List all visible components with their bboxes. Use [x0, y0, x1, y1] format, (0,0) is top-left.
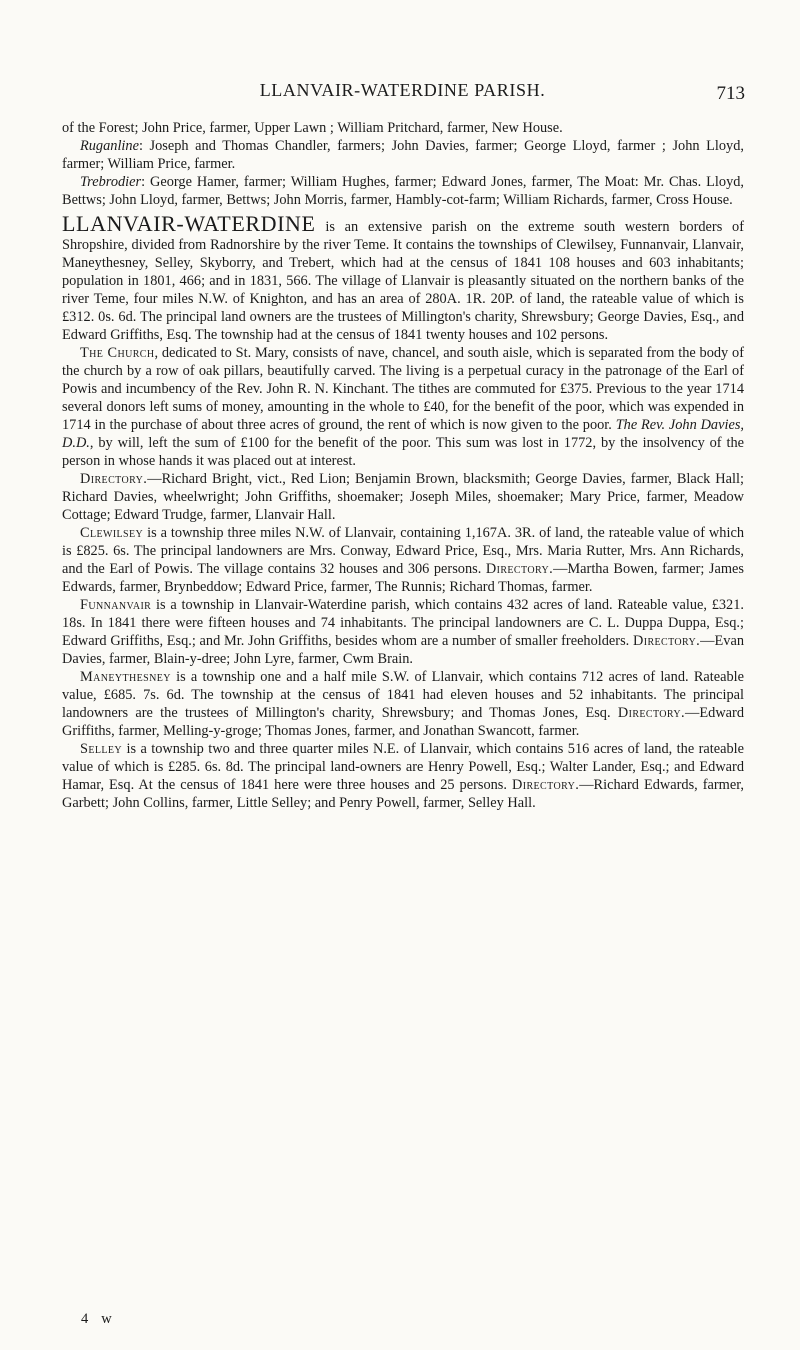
- selley-text-a: is a township two and three quarter miles N.E. of Llanvair, which contains 516 acres of land, the rateable value of which is £285. 6s. 8d. The principal land-owners are Henry Powell, Esq.; Walter Lander, Esq.; and Edward Hamar, Esq. At the census of 1841 here were three houses and 25 persons.: [62, 741, 744, 793]
- signature-mark: [81, 1311, 125, 1328]
- funnanvair-text-a: is a township in Llanvair-Waterdine parish, which contains 432 acres of land. Rateable value, £321. 18s. In 1841 there were fifteen houses and 74 inhabitants. The principal landowners are C. L. Duppa Duppa, Esq.; Edward Griffiths, Esq.; and Mr. John Griffiths, besides whom are a number of smaller freeholders.: [62, 597, 744, 649]
- paragraph-selley: [62, 740, 744, 812]
- paragraph-funnanvair: [62, 596, 744, 668]
- church-heading: The Church: [80, 345, 155, 361]
- maneythesney-heading: Maneythesney: [80, 669, 171, 685]
- paragraph-forest-text: of the Forest; John Price, farmer, Upper Lawn ; William Pritchard, farmer, New House.: [62, 120, 563, 136]
- clewilsey-text-a: is a township three miles N.W. of Llanvair, containing 1,167A. 3R. of land, the rateable value of which is £825. 6s. The principal landowners are Mrs. Conway, Edward Price, Esq., Mrs. Maria Rutter, Mrs. Ann Richards, and the Earl of Powis. The village contains 32 houses and 306 persons.: [62, 525, 744, 577]
- paragraph-maneythesney: [62, 668, 744, 740]
- paragraph-clewilsey: [62, 524, 744, 596]
- page-body: [62, 119, 744, 812]
- church-text-italic: The Rev. John Davies, D.D.: [62, 417, 744, 451]
- selley-text-b: —Richard Edwards, farmer, Garbett; John Collins, farmer, Little Selley; and Penry Powell, farmer, Selley Hall.: [62, 777, 744, 811]
- ruganline-heading: Ruganline: [80, 138, 139, 154]
- parish-intro-text: is an extensive parish on the extreme south western borders of Shropshire, divided from Radnorshire by the river Teme. It contains the townships of Clewilsey, Funnanvair, Llanvair, Maneythesney, Selley, Skyborry, and Trebert, which had at the census of 1841 108 houses and 603 inhabitants; population in 1801, 466; and in 1831, 566. The village of Llanvair is pleasantly situated on the northern banks of the river Teme, four miles N.W. of Knighton, and has an area of 280A. 1R. 20P. of land, the rateable value of which is £312. 0s. 6d. The principal land owners are the trustees of Millington's charity, Shrewsbury; George Davies, Esq., and Edward Griffiths, Esq. The township had at the census of 1841 twenty houses and 102 persons.: [62, 219, 744, 343]
- maneythesney-text-b: —Edward Griffiths, farmer, Melling-y-groge; Thomas Jones, farmer, and Jonathan Swancott, farmer.: [62, 705, 744, 739]
- funnanvair-heading: Funnanvair: [80, 597, 152, 613]
- ruganline-text: : Joseph and Thomas Chandler, farmers; John Davies, farmer; George Lloyd, farmer ; John Lloyd, farmer; William Price, farmer.: [62, 138, 744, 172]
- trebrodier-heading: Trebrodier: [80, 174, 142, 190]
- selley-directory-heading: Directory.: [511, 777, 580, 793]
- church-text-b: , by will, left the sum of £100 for the benefit of the poor. This sum was lost in 1772, by the insolvency of the person in whose hands it was placed out at interest.: [62, 435, 744, 469]
- paragraph-parish-intro: [62, 211, 744, 344]
- paragraph-trebrodier: [62, 173, 744, 209]
- clewilsey-heading: Clewilsey: [80, 525, 144, 541]
- parish-heading: LLANVAIR-WATERDINE: [62, 211, 316, 236]
- directory-text: —Richard Bright, vict., Red Lion; Benjamin Brown, blacksmith; George Davies, farmer, Black Hall; Richard Davies, wheelwright; John Griffiths, shoemaker; Joseph Miles, shoemaker; Mary Price, farmer, Meadow Cottage; Edward Trudge, farmer, Llanvair Hall.: [62, 471, 744, 523]
- directory-heading: Directory.: [80, 471, 148, 487]
- paragraph-directory: [62, 470, 744, 524]
- page-header: [60, 80, 745, 110]
- maneythesney-directory-heading: Directory.: [617, 705, 686, 721]
- signature-letter: w: [101, 1311, 113, 1327]
- trebrodier-text: : George Hamer, farmer; William Hughes, farmer; Edward Jones, farmer, The Moat: Mr. Chas. Lloyd, Bettws; John Lloyd, farmer, Bettws; John Morris, farmer, Hambly-cot-farm; William Richards, farmer, Cross House.: [62, 174, 744, 208]
- paragraph-forest: [62, 119, 744, 137]
- church-text-a: , dedicated to St. Mary, consists of nave, chancel, and south aisle, which is separated from the body of the church by a row of oak pillars, beautifully carved. The living is a perpetual curacy in the patronage of the Earl of Powis and incumbency of the Rev. John R. N. Kinchant. The tithes are commuted for £375. Previous to the year 1714 several donors left sums of money, amounting in the whole to £40, for the benefit of the poor, which was expended in 1714 in the purchase of about three acres of ground, the rent of which is now given to the poor.: [62, 345, 744, 433]
- maneythesney-text-a: is a township one and a half mile S.W. of Llanvair, which contains 712 acres of land. Rateable value, £685. 7s. 6d. The township at the census of 1841 had eleven houses and 52 inhabitants. The principal landowners are the trustees of Millington's charity, Shrewsbury; and Thomas Jones, Esq.: [62, 669, 744, 721]
- funnanvair-directory-heading: Directory.: [632, 633, 701, 649]
- selley-heading: Selley: [80, 741, 123, 757]
- funnanvair-text-b: —Evan Davies, farmer, Blain-y-dree; John Lyre, farmer, Cwm Brain.: [62, 633, 744, 667]
- paragraph-ruganline: [62, 137, 744, 173]
- clewilsey-directory-heading: Directory.: [485, 561, 554, 577]
- signature-number: 4: [81, 1311, 90, 1327]
- paragraph-church: [62, 344, 744, 470]
- page-number: 713: [716, 83, 745, 104]
- clewilsey-text-b: —Martha Bowen, farmer; James Edwards, farmer, Brynbeddow; Edward Price, farmer, The Runnis; Richard Thomas, farmer.: [62, 561, 744, 595]
- running-head: LLANVAIR-WATERDINE PARISH.: [259, 80, 546, 100]
